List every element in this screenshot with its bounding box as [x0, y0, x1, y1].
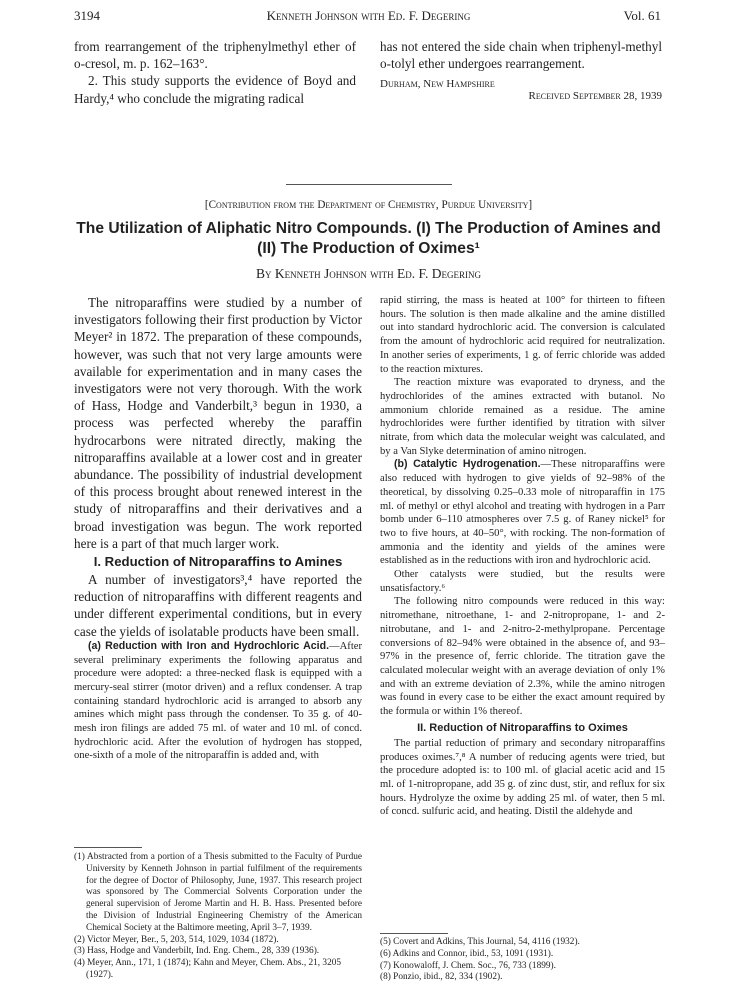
section-2-heading: II. Reduction of Nitroparaffins to Oximes [417, 721, 628, 734]
page-number: 3194 [74, 8, 100, 23]
running-title: Kenneth Johnson with Ed. F. Degering [266, 8, 471, 23]
intro-paragraph: The nitroparaffins were studied by a number of investigators following their first production by Victor Meyer² in 1872. The preparation of these compounds, however, was such that not very large amounts were available for experimentation and in many cases the investigators were not very thorough. With the work of Hass, Hodge and Vanderbilt,³ begun in 1930, a process was perfected whereby the paraffin hydrocarbons were nitrated directly, making the nitroparaffins available at a lower cost and in greater abundance. The possibility of industrial development of this process brought about renewed interest in the study of nitroparaffins and their derivatives and a broad investigation was begun. The work reported here is a part of that much larger work. [74, 295, 362, 551]
received-date: Received September 28, 1939 [528, 90, 662, 103]
subsection-b-label: (b) Catalytic Hydrogenation. [394, 458, 541, 471]
right-paragraph-2: The reaction mixture was evaporated to dryness, and the hydrochlorides of the amines extracted with butanol. No ammonium chloride remained as a residue. The amine hydrochlorides were further identified by titration with silver nitrate, from which data the molecular weight was calculated, and by a Van Slyke determination of amino nitrogen. [380, 377, 665, 457]
left-column [74, 294, 362, 763]
article-title-line-2: (II) The Production of Oximes¹ [257, 239, 480, 257]
contribution-line [40, 199, 697, 211]
footnote-1: (1) Abstracted from a portion of a Thesis submitted to the Faculty of Purdue University by Kenneth Johnson in partial fulfilment of the requirements for the degree of Doctor of Philosophy, June, 1937. This research project was sponsored by The Commercial Solvents Corporation under the general supervision of Jerome Martin and H. B. Hass. Presented before the Division of Industrial Engineering Chemistry of the American Chemical Society at the Baltimore meeting, April 3–7, 1939. [74, 852, 362, 933]
footnote-8: (8) Ponzio, ibid., 82, 334 (1902). [380, 972, 503, 983]
previous-article-left-text-1: from rearrangement of the triphenylmethyl ether of o-cresol, m. p. 162–163°. [74, 39, 356, 72]
subsection-a-text: —After several preliminary experiments the following apparatus and procedure were adopted: a three-necked flask is equipped with a mercury-seal stirrer (motor driven) and a reflux condenser. A trap containing standard hydrochloric acid is arranged to absorb any amines which might pass through the condenser. To 35 g. of 40-mesh iron filings are added 75 ml. of water and 10 ml. of concd. hydrochloric acid. After the evolution of hydrogen has stopped, one-sixth of a mole of the nitroparaffin is added and, with [74, 640, 362, 762]
contribution-text: [Contribution from the Department of Chemistry, Purdue University] [204, 199, 533, 211]
right-paragraph-1: rapid stirring, the mass is heated at 100° for thirteen to fifteen hours. The solution is then made alkaline and the amine distilled out into standard hydrochloric acid. The conversion is calculated from the amount of hydrochloric acid required for neutralization. In another series of experiments, 1 g. of ferric chloride was added to the reaction mixtures. [380, 295, 665, 375]
right-paragraph-4: Other catalysts were studied, but the results were unsatisfactory.⁶ [380, 569, 665, 594]
volume-number: Vol. 61 [623, 8, 661, 23]
subsection-a-label: (a) Reduction with Iron and Hydrochloric Acid. [88, 639, 330, 652]
footnote-5: (5) Covert and Adkins, This Journal, 54, 4116 (1932). [380, 937, 580, 947]
article-separator-rule [286, 184, 452, 185]
subsection-b-text: —These nitroparaffins were also reduced with hydrogen to give yields of 92–98% of the theoretical, by dissolving 0.25–0.33 mole of nitroparaffin in 175 ml. of methyl or ethyl alcohol and treating with hydrogen in a Parr bomb under 6–110 atmospheres over 7.5 g. of Raney nickel⁵ for two to five hours, at 40–50°, with rocking. The non-formation of ammonia and the identity and yields of the amines were established as in the reductions with iron and hydrochloric acid. [380, 459, 665, 567]
previous-article-right-text: has not entered the side chain when triphenyl-methyl o-tolyl ether undergoes rearrangement. [380, 39, 662, 72]
previous-article-right [380, 38, 662, 102]
right-paragraph-6: The partial reduction of primary and secondary nitroparaffins produces oximes.⁷,⁸ A number of reducing agents were tried, but the procedure adopted is: to 100 ml. of glacial acetic acid and 15 ml. of 1-nitropropane, add 35 g. of zinc dust, stir, and reflux for six hours. Hydrolyze the oxime by adding 25 ml. of water, then 5 ml. of concd. sulfuric acid, and heating. Distil the aldehyde and [380, 737, 665, 818]
footnote-3: (3) Hass, Hodge and Vanderbilt, Ind. Eng. Chem., 28, 339 (1936). [74, 946, 320, 957]
location-line: Durham, New Hampshire [380, 78, 495, 91]
left-footnotes [74, 852, 362, 982]
right-footnote-rule [380, 933, 448, 934]
left-footnote-rule [74, 847, 142, 848]
byline: By Kenneth Johnson with Ed. F. Degering [256, 266, 481, 281]
article-title-line-1: The Utilization of Aliphatic Nitro Compounds. (I) The Production of Amines and [76, 220, 661, 237]
right-footnotes [380, 937, 665, 984]
footnote-4: (4) Meyer, Ann., 171, 1 (1874); Kahn and Meyer, Chem. Abs., 21, 3205 (1927). [74, 958, 342, 980]
article-title [40, 219, 697, 258]
right-paragraph-5: The following nitro compounds were reduced in this way: nitromethane, nitroethane, 1- and 2-nitropropane, 1- and 2-nitrobutane, and 1- and 2-nitro-2-methylpropane. Percentage conversions of 82–94% were obtained in the absence of, and 93–97% in the presence of, ferric chloride. The titration gave the calculated molecular weight with an average deviation of only 1% and with an extreme deviation of 2.3%, while the amino nitrogen was found in every case to be either the exact amount required by the formula or within 1% thereof. [380, 596, 665, 718]
footnote-2: (2) Victor Meyer, Ber., 5, 203, 514, 1029, 1034 (1872). [74, 934, 279, 945]
section-1-heading: I. Reduction of Nitroparaffins to Amines [93, 554, 343, 570]
footnote-7: (7) Konowaloff, J. Chem. Soc., 76, 733 (1899). [380, 960, 556, 971]
subsection-b-paragraph [380, 458, 665, 568]
right-column [380, 294, 665, 819]
subsection-a-paragraph [74, 640, 362, 763]
footnote-6: (6) Adkins and Connor, ibid., 53, 1091 (1931). [380, 948, 554, 959]
previous-article-left-text-2: 2. This study supports the evidence of Boyd and Hardy,⁴ who conclude the migrating radical [74, 73, 356, 106]
previous-article-left [74, 38, 356, 107]
section-1-paragraph: A number of investigators³,⁴ have reported the reduction of nitroparaffins with different reagents and under different experimental conditions, but in every case the yields of isolatable products have been small. [74, 572, 362, 639]
